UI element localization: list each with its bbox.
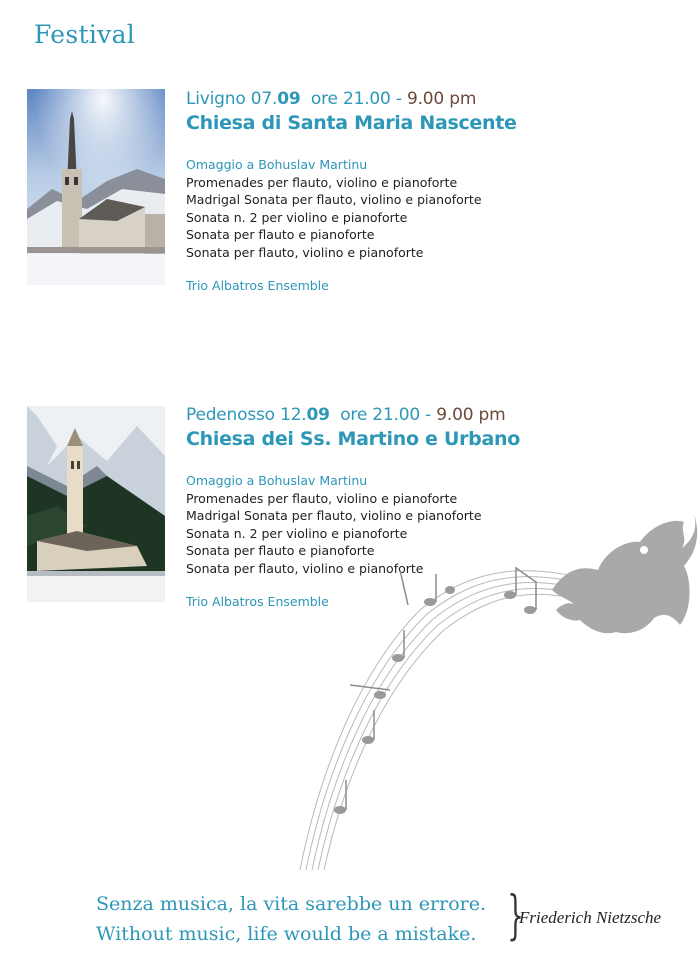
page-title: Festival (34, 20, 136, 49)
program-heading: Omaggio a Bohuslav Martinu (186, 157, 368, 172)
church-photo-pedenosso (27, 406, 165, 602)
quote-line-italian: Senza musica, la vita sarebbe un errore. (96, 893, 487, 915)
event-details-livigno (186, 89, 517, 293)
program-item: Madrigal Sonata per flauto, violino e pianoforte (186, 508, 482, 523)
brace-icon: } (507, 886, 524, 946)
church-name: Chiesa di Santa Maria Nascente (186, 112, 517, 134)
quote (96, 889, 486, 949)
quote-line-english: Without music, life would be a mistake. (96, 923, 477, 945)
music-staff-dragon-illustration (280, 470, 700, 880)
date-line: Livigno 07.09 ore 21.00 - 9.00 pm (186, 89, 477, 109)
program-item: Promenades per flauto, violino e pianoforte (186, 490, 458, 506)
program-item: Madrigal Sonata per flauto, violino e pianoforte (186, 192, 482, 207)
church-name: Chiesa dei Ss. Martino e Urbano (186, 428, 520, 450)
program-item: Sonata per flauto, violino e pianoforte (186, 244, 424, 260)
program-item: Sonata n. 2 per violino e pianoforte (186, 209, 408, 225)
quote-author: Friederich Nietzsche (519, 908, 662, 927)
program-heading: Omaggio a Bohuslav Martinu (186, 473, 368, 488)
program-item: Sonata n. 2 per violino e pianoforte (186, 525, 408, 541)
ensemble-name: Trio Albatros Ensemble (186, 278, 329, 293)
ensemble-name: Trio Albatros Ensemble (186, 594, 329, 609)
program-list (186, 156, 517, 261)
program-item: Sonata per flauto e pianoforte (186, 227, 375, 242)
program-item: Promenades per flauto, violino e pianoforte (186, 174, 458, 190)
church-photo-livigno (27, 89, 165, 285)
program-item: Sonata per flauto e pianoforte (186, 543, 375, 558)
program-item: Sonata per flauto, violino e pianoforte (186, 560, 424, 576)
date-line: Pedenosso 12.09 ore 21.00 - 9.00 pm (186, 405, 506, 425)
